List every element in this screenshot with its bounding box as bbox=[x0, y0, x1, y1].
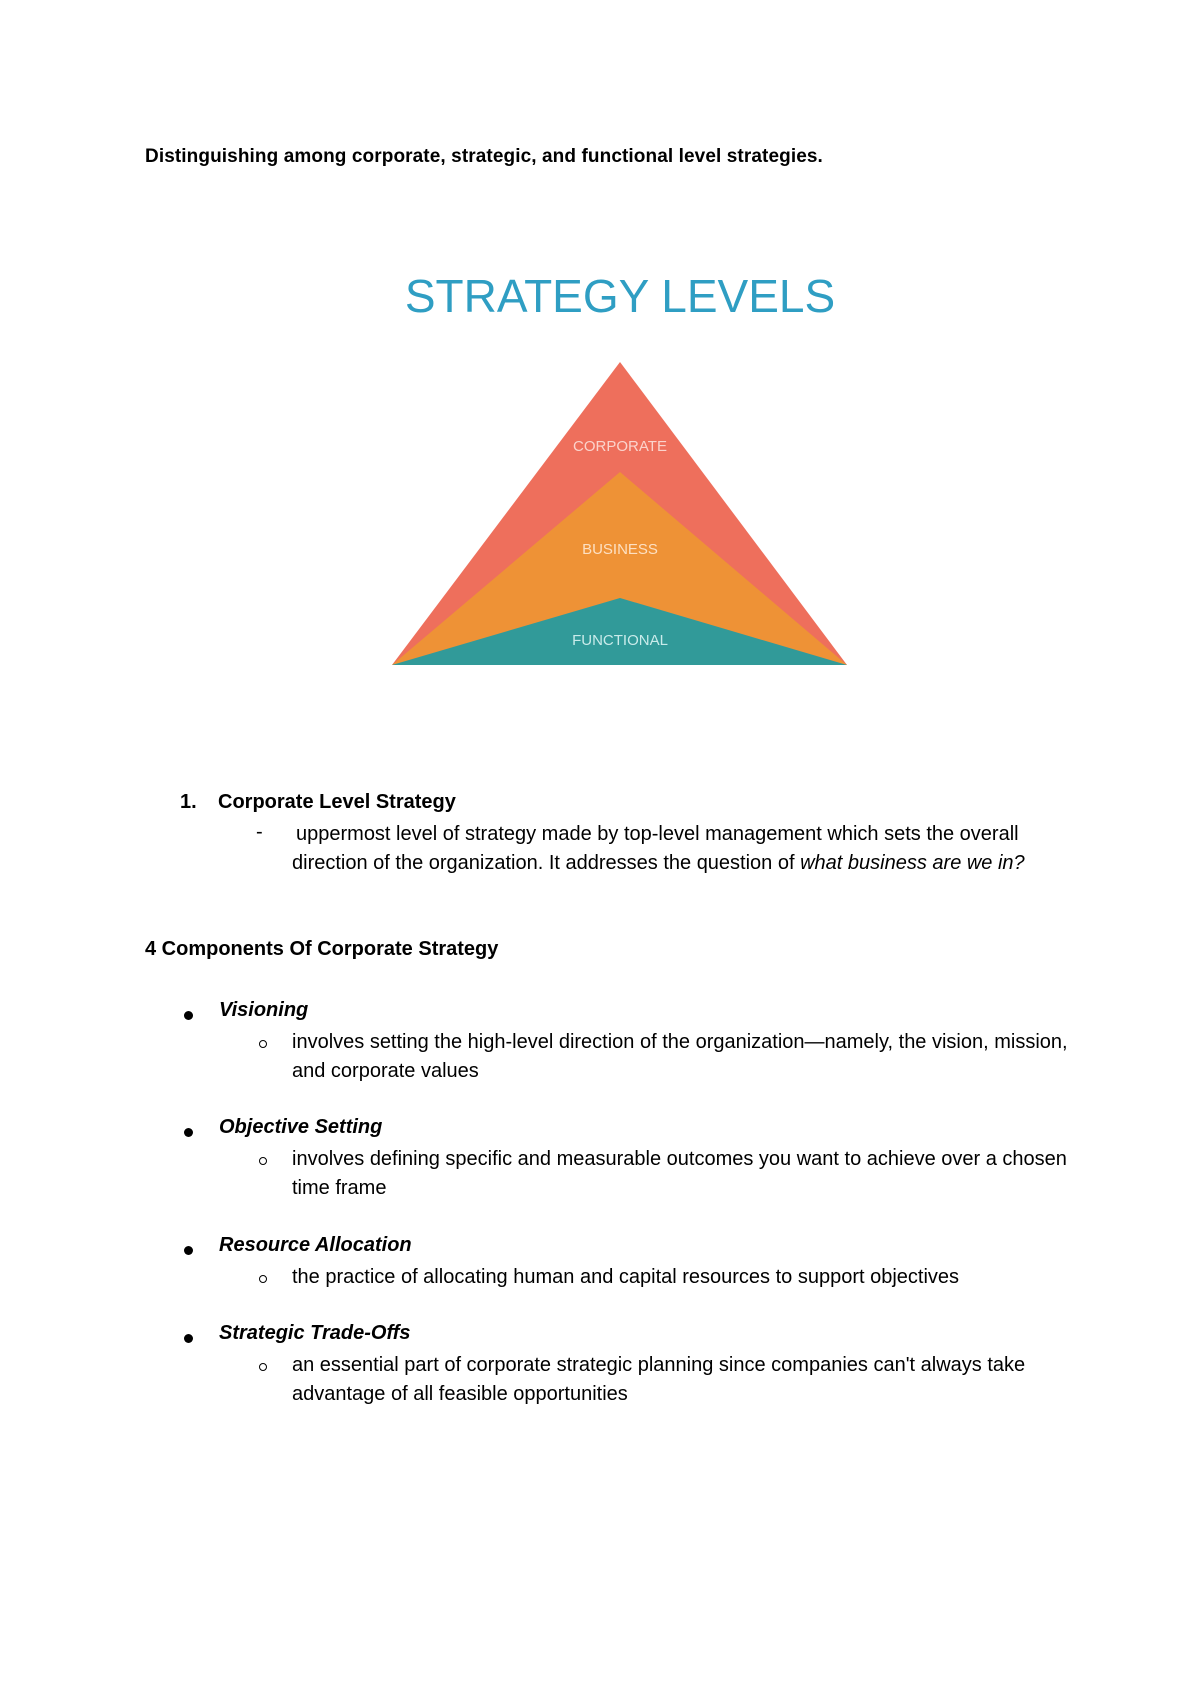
bullet-icon bbox=[184, 1128, 193, 1137]
section-number: 1. bbox=[180, 791, 197, 813]
component-description-resource-allocation: the practice of allocating human and capital resources to support objectives bbox=[292, 1266, 960, 1288]
section-title: Corporate Level Strategy bbox=[218, 791, 456, 813]
strategy-levels-diagram bbox=[0, 0, 1200, 700]
bullet-icon bbox=[184, 1334, 193, 1343]
description-question: what business are we in? bbox=[800, 852, 1025, 874]
bullet-icon bbox=[184, 1011, 193, 1020]
component-title-objective-setting: Objective Setting bbox=[219, 1116, 383, 1138]
circle-bullet-icon bbox=[259, 1040, 267, 1048]
corporate-level-description bbox=[292, 820, 1072, 878]
dash-marker: - bbox=[256, 821, 263, 843]
circle-bullet-icon bbox=[259, 1363, 267, 1371]
page-heading: Distinguishing among corporate, strategic, and functional level strategies. bbox=[145, 146, 823, 167]
component-description-objective-setting: involves defining specific and measurable outcomes you want to achieve over a chosen time frame bbox=[292, 1148, 1067, 1199]
components-heading: 4 Components Of Corporate Strategy bbox=[145, 938, 499, 960]
bullet-icon bbox=[184, 1246, 193, 1255]
description-text: uppermost level of strategy made by top-level management which sets the overall direction of the organization. It addresses the question of bbox=[292, 823, 1019, 874]
component-description-visioning: involves setting the high-level direction of the organization—namely, the vision, mission, and corporate values bbox=[292, 1031, 1068, 1082]
circle-bullet-icon bbox=[259, 1157, 267, 1165]
circle-bullet-icon bbox=[259, 1275, 267, 1283]
functional-label: FUNCTIONAL bbox=[572, 632, 668, 649]
component-title-visioning: Visioning bbox=[219, 999, 309, 1021]
component-title-resource-allocation: Resource Allocation bbox=[219, 1234, 412, 1256]
corporate-label: CORPORATE bbox=[573, 438, 667, 455]
business-label: BUSINESS bbox=[582, 541, 658, 558]
section-corporate-level-heading bbox=[180, 791, 456, 814]
component-description-strategic-trade-offs: an essential part of corporate strategic planning since companies can't always take advantage of all feasible opportunities bbox=[292, 1354, 1026, 1405]
component-title-strategic-trade-offs: Strategic Trade-Offs bbox=[219, 1322, 411, 1344]
diagram-title: STRATEGY LEVELS bbox=[404, 270, 836, 322]
